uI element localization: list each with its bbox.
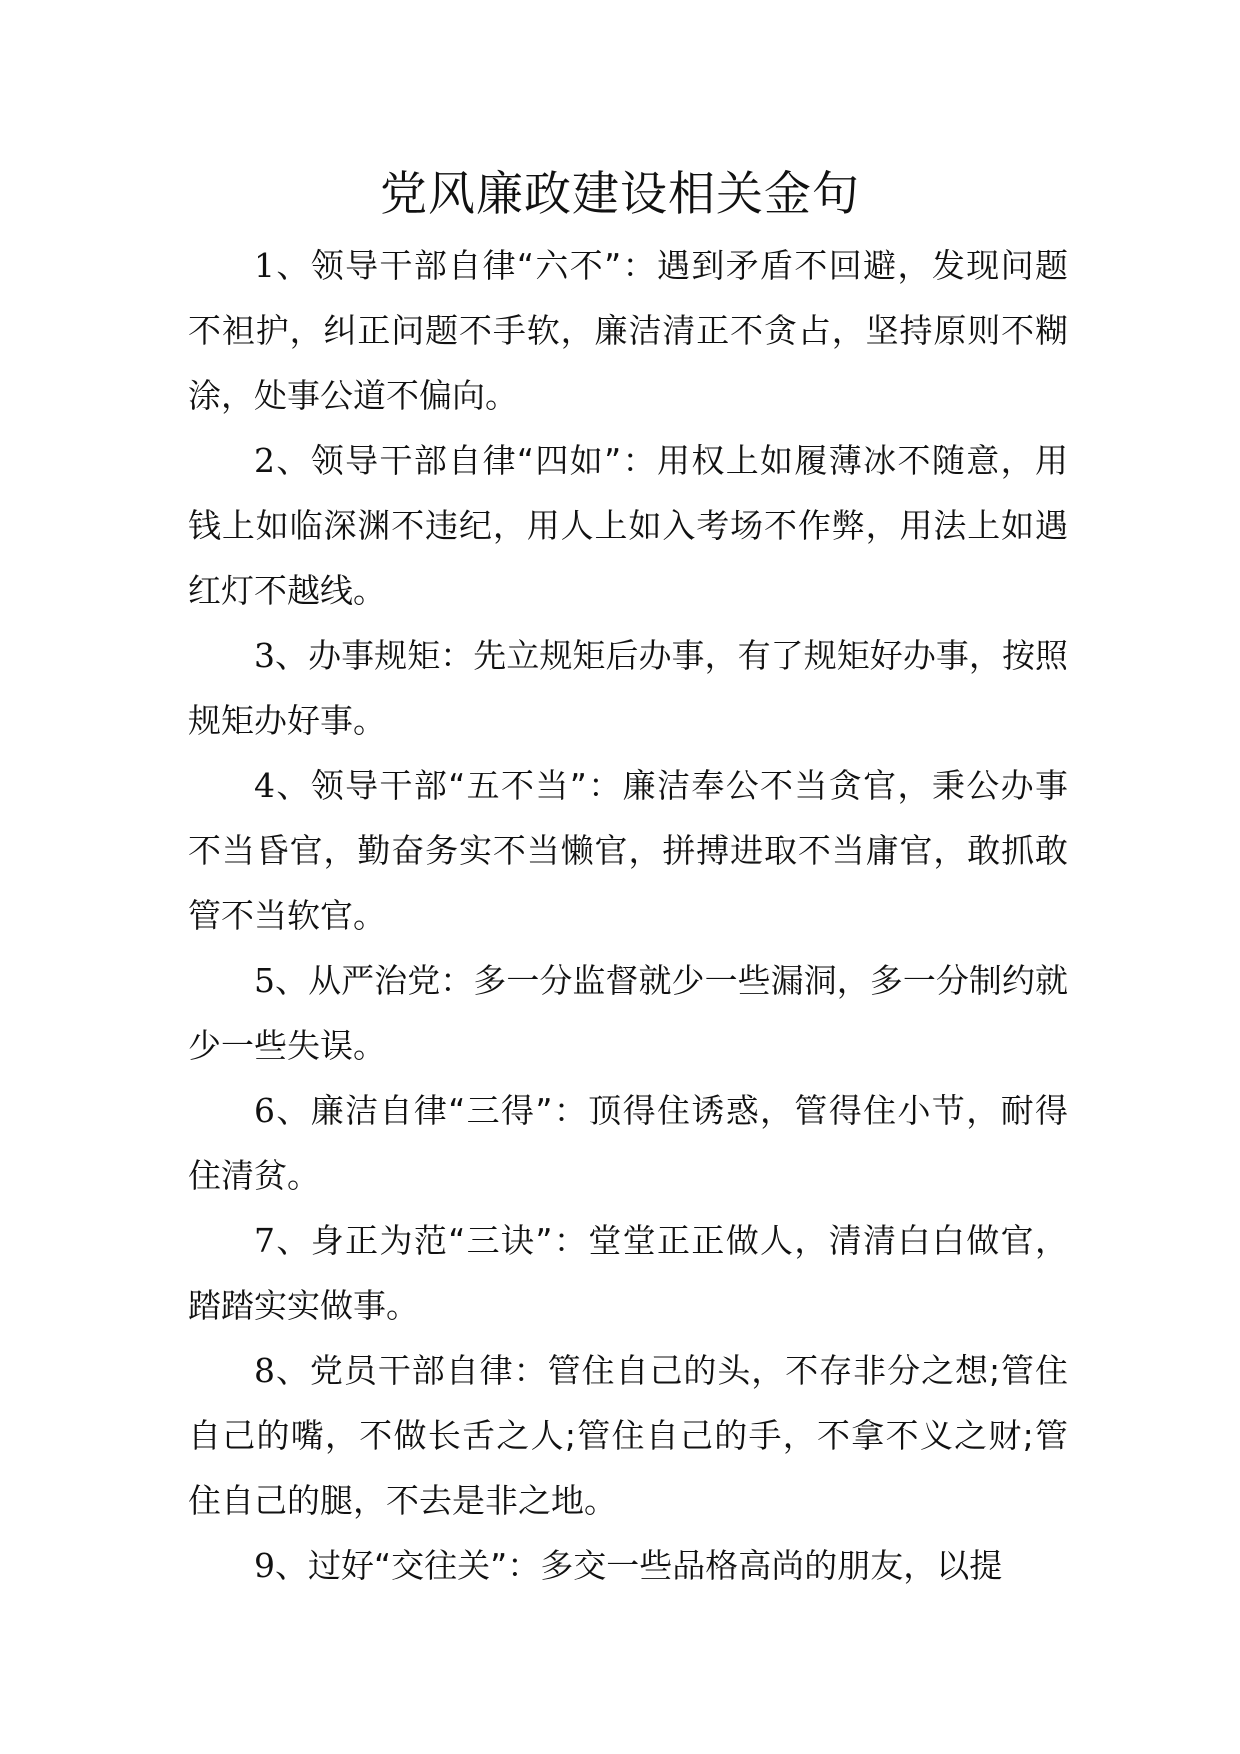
paragraph-3 xyxy=(188,623,1068,753)
paragraph-text: 、领导干部“五不当”：廉洁奉公不当贪官，秉公办事不当昏官，勤奋务实不当懒官，拼搏进取不当庸官，敢抓敢管不当软官。 xyxy=(188,766,1068,935)
paragraph-text: 、办事规矩：先立规矩后办事，有了规矩好办事，按照规矩办好事。 xyxy=(188,636,1068,740)
paragraph-9 xyxy=(188,1533,1068,1598)
paragraph-text: 、领导干部自律“六不”：遇到矛盾不回避，发现问题不袒护，纠正问题不手软，廉洁清正不贪占，坚持原则不糊涂，处事公道不偏向。 xyxy=(188,246,1068,415)
paragraph-1 xyxy=(188,233,1068,428)
paragraph-text: 、党员干部自律：管住自己的头，不存非分之想;管住自己的嘴，不做长舌之人;管住自己的手，不拿不义之财;管住自己的腿，不去是非之地。 xyxy=(188,1351,1068,1520)
paragraph-7 xyxy=(188,1208,1068,1338)
paragraph-number: 6 xyxy=(254,1091,275,1130)
paragraph-number: 1 xyxy=(254,246,275,285)
paragraph-text: 、过好“交往关”：多交一些品格高尚的朋友，以提 xyxy=(275,1546,1003,1585)
paragraph-text: 、从严治党：多一分监督就少一些漏洞，多一分制约就少一些失误。 xyxy=(188,961,1068,1065)
paragraph-number: 8 xyxy=(254,1351,275,1390)
paragraph-6 xyxy=(188,1078,1068,1208)
paragraph-8 xyxy=(188,1338,1068,1533)
paragraph-number: 9 xyxy=(254,1546,275,1585)
paragraph-number: 2 xyxy=(254,441,275,480)
document-body xyxy=(188,233,1068,1598)
paragraph-number: 3 xyxy=(254,636,275,675)
paragraph-text: 、领导干部自律“四如”：用权上如履薄冰不随意，用钱上如临深渊不违纪，用人上如入考场不作弊，用法上如遇红灯不越线。 xyxy=(188,441,1068,610)
document-title: 党风廉政建设相关金句 xyxy=(380,167,860,222)
paragraph-text: 、廉洁自律“三得”：顶得住诱惑，管得住小节，耐得住清贫。 xyxy=(188,1091,1068,1195)
paragraph-number: 5 xyxy=(254,961,275,1000)
paragraph-4 xyxy=(188,753,1068,948)
paragraph-text: 、身正为范“三诀”：堂堂正正做人，清清白白做官，踏踏实实做事。 xyxy=(188,1221,1068,1325)
paragraph-number: 4 xyxy=(254,766,275,805)
paragraph-5 xyxy=(188,948,1068,1078)
paragraph-2 xyxy=(188,428,1068,623)
paragraph-number: 7 xyxy=(254,1221,275,1260)
